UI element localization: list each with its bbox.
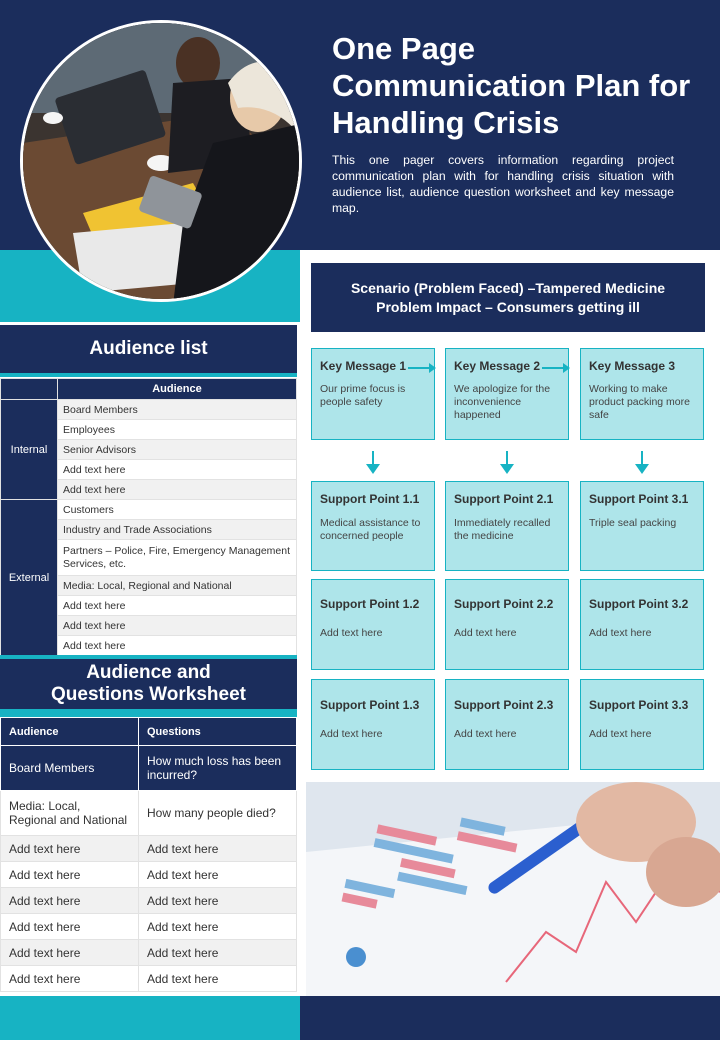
analysis-photo — [306, 782, 720, 996]
worksheet-question-cell: How much loss has been incurred? — [139, 746, 297, 791]
arrow-down-icon — [641, 451, 643, 465]
table-row — [1, 966, 297, 992]
support-point-1-1 — [311, 481, 435, 571]
worksheet-audience-cell: Add text here — [1, 862, 139, 888]
key-message-title: Key Message 2 — [454, 359, 541, 373]
support-point-title: Support Point 1.3 — [320, 698, 420, 712]
support-point-title: Support Point 1.1 — [320, 492, 420, 506]
audience-item: Industry and Trade Associations — [58, 520, 297, 540]
group-external: External — [1, 500, 58, 656]
table-row — [1, 888, 297, 914]
footer-accent — [0, 996, 300, 1040]
support-point-text: Immediately recalled the medicine — [454, 517, 551, 542]
audience-item: Add text here — [58, 596, 297, 616]
worksheet-audience-cell: Add text here — [1, 966, 139, 992]
support-point-text: Add text here — [454, 728, 517, 740]
support-point-text: Add text here — [589, 728, 652, 740]
worksheet-audience-cell: Add text here — [1, 888, 139, 914]
worksheet-audience-cell: Media: Local, Regional and National — [1, 791, 139, 836]
audience-item: Add text here — [58, 460, 297, 480]
audience-list-title: Audience list — [0, 325, 297, 373]
support-point-2-2 — [445, 579, 569, 670]
worksheet-header-audience: Audience — [1, 718, 139, 746]
arrow-right-icon — [542, 367, 564, 369]
support-point-title: Support Point 3.2 — [589, 597, 689, 611]
support-point-text: Add text here — [589, 627, 652, 639]
worksheet-question-cell: Add text here — [139, 836, 297, 862]
worksheet-question-cell: Add text here — [139, 888, 297, 914]
audience-item: Add text here — [58, 480, 297, 500]
support-point-text: Medical assistance to concerned people — [320, 517, 421, 542]
audience-item: Senior Advisors — [58, 440, 297, 460]
table-row — [1, 940, 297, 966]
worksheet-question-cell: Add text here — [139, 966, 297, 992]
page-title: One Page Communication Plan for Handling Crisis — [332, 31, 691, 140]
support-point-text: Add text here — [454, 627, 517, 639]
audience-header-row — [1, 379, 297, 400]
support-point-3-1 — [580, 481, 704, 571]
support-point-2-1 — [445, 481, 569, 571]
audience-corner-cell — [1, 379, 58, 400]
support-point-3-2 — [580, 579, 704, 670]
key-message-1 — [311, 348, 435, 440]
support-point-title: Support Point 2.1 — [454, 492, 554, 506]
table-row — [1, 914, 297, 940]
table-row — [1, 862, 297, 888]
audience-item: Add text here — [58, 616, 297, 636]
worksheet-title-line1: Audience and — [86, 662, 211, 683]
worksheet-audience-cell: Board Members — [1, 746, 139, 791]
key-message-3 — [580, 348, 704, 440]
worksheet-title-line2: Questions Worksheet — [51, 684, 246, 705]
worksheet-question-cell: Add text here — [139, 914, 297, 940]
worksheet-question-cell: Add text here — [139, 862, 297, 888]
arrow-right-icon — [408, 367, 430, 369]
key-message-text: Our prime focus is people safety — [320, 383, 406, 408]
worksheet-title — [0, 659, 297, 709]
audience-item: Board Members — [58, 400, 297, 420]
support-point-1-2 — [311, 579, 435, 670]
table-row — [1, 400, 297, 420]
support-point-text: Add text here — [320, 627, 383, 639]
worksheet-table — [0, 717, 297, 992]
arrow-down-icon — [372, 451, 374, 465]
page-subtitle: This one pager covers information regarding project communication plan with for handling crisis situation with audience list, audience question worksheet and key message map. — [332, 153, 674, 215]
key-message-title: Key Message 3 — [589, 359, 676, 373]
table-row — [1, 746, 297, 791]
audience-item: Media: Local, Regional and National — [58, 576, 297, 596]
worksheet-question-cell: How many people died? — [139, 791, 297, 836]
support-point-text: Add text here — [320, 728, 383, 740]
key-message-text: Working to make product packing more safe — [589, 383, 690, 421]
scenario-line2: Problem Impact – Consumers getting ill — [376, 299, 640, 315]
worksheet-header-questions: Questions — [139, 718, 297, 746]
support-point-title: Support Point 1.2 — [320, 597, 420, 611]
audience-item: Customers — [58, 500, 297, 520]
footer-band — [300, 996, 720, 1040]
support-point-text: Triple seal packing — [589, 517, 677, 529]
worksheet-audience-cell: Add text here — [1, 940, 139, 966]
scenario-banner — [311, 263, 705, 332]
support-point-title: Support Point 3.1 — [589, 492, 689, 506]
support-point-3-3 — [580, 679, 704, 770]
audience-list-table — [0, 378, 297, 656]
table-row — [1, 836, 297, 862]
worksheet-audience-cell: Add text here — [1, 914, 139, 940]
key-message-text: We apologize for the inconvenience happened — [454, 383, 551, 421]
support-point-title: Support Point 3.3 — [589, 698, 689, 712]
audience-item: Partners – Police, Fire, Emergency Management Services, etc. — [58, 540, 297, 576]
support-point-1-3 — [311, 679, 435, 770]
table-row — [1, 500, 297, 520]
support-point-2-3 — [445, 679, 569, 770]
key-message-2 — [445, 348, 569, 440]
arrow-down-icon — [506, 451, 508, 465]
audience-item: Employees — [58, 420, 297, 440]
table-row — [1, 791, 297, 836]
support-point-title: Support Point 2.3 — [454, 698, 554, 712]
key-message-title: Key Message 1 — [320, 359, 407, 373]
worksheet-question-cell: Add text here — [139, 940, 297, 966]
meeting-photo — [20, 20, 302, 302]
support-point-title: Support Point 2.2 — [454, 597, 554, 611]
worksheet-audience-cell: Add text here — [1, 836, 139, 862]
audience-list-accent — [0, 373, 297, 377]
audience-column-header: Audience — [58, 379, 297, 400]
scenario-line1: Scenario (Problem Faced) –Tampered Medicine — [350, 280, 666, 296]
group-internal: Internal — [1, 400, 58, 500]
worksheet-accent — [0, 709, 297, 717]
worksheet-header-row — [1, 718, 297, 746]
audience-item: Add text here — [58, 636, 297, 656]
